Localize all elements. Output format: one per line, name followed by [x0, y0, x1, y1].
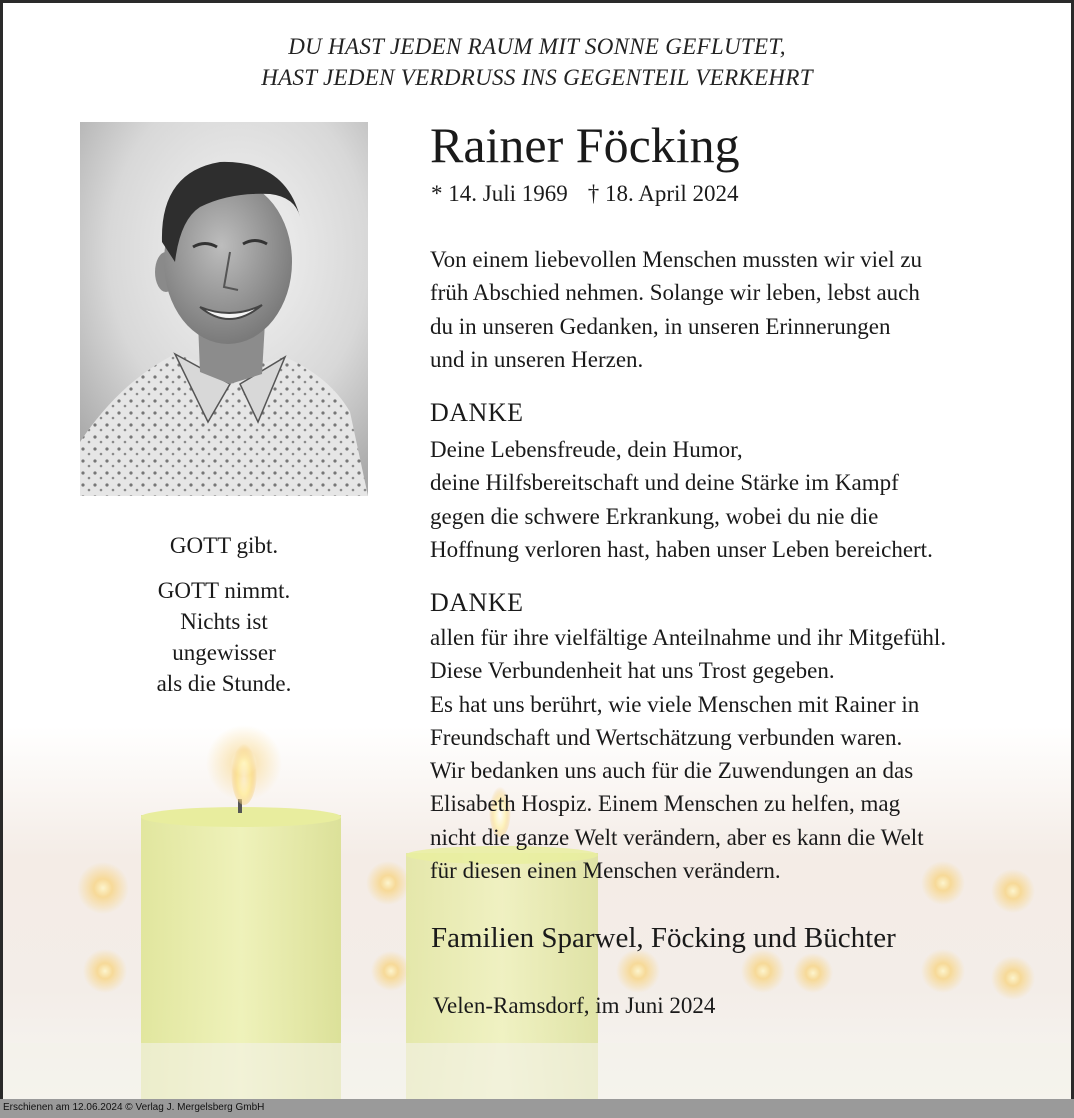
- death-date: † 18. April 2024: [587, 181, 739, 206]
- motto-line-2: HAST JEDEN VERDRUSS INS GEGENTEIL VERKEHRT: [261, 65, 813, 90]
- thanks1-line: gegen die schwere Erkrankung, wobei du nie die: [430, 503, 879, 529]
- thanks2-line: Elisabeth Hospiz. Einem Menschen zu helfen, mag: [430, 791, 901, 817]
- side-verse-line-2: GOTT nimmt.: [157, 578, 291, 603]
- intro-line: Von einem liebevollen Menschen mussten wir viel zu: [430, 247, 923, 272]
- thanks2-line: Wir bedanken uns auch für die Zuwendungen an das: [430, 758, 914, 784]
- thanks-heading-2: DANKE: [430, 588, 524, 617]
- side-verse-line-1: GOTT gibt.: [169, 533, 279, 558]
- thanks-heading-1: DANKE: [430, 398, 524, 427]
- portrait-photo: [80, 122, 368, 496]
- thanks2-line: Diese Verbundenheit hat uns Trost gegeben.: [430, 658, 835, 684]
- publication-footer: [0, 1099, 1074, 1118]
- family-signature: Familien Sparwel, Föcking und Büchter: [431, 922, 896, 954]
- thanks2-line: für diesen einen Menschen verändern.: [430, 858, 781, 884]
- thanks-paragraph-2: [430, 621, 946, 887]
- thanks1-line: Hoffnung verloren hast, haben unser Leben bereichert.: [430, 536, 933, 562]
- side-verse-block: [80, 575, 368, 699]
- thanks2-line: Es hat uns berührt, wie viele Menschen mit Rainer in: [430, 691, 920, 717]
- thanks-paragraph-1: [430, 433, 933, 566]
- side-verse-line-3: Nichts ist: [180, 609, 268, 634]
- thanks1-line: Deine Lebensfreude, dein Humor,: [430, 437, 743, 462]
- place-and-date: Velen-Ramsdorf, im Juni 2024: [433, 993, 716, 1018]
- thanks2-line: Freundschaft und Wertschätzung verbunden waren.: [430, 724, 903, 750]
- side-verse-line-5: als die Stunde.: [156, 671, 292, 696]
- intro-line: und in unseren Herzen.: [430, 346, 644, 372]
- side-verse-line-4: ungewisser: [172, 640, 276, 665]
- thanks2-line: nicht die ganze Welt verändern, aber es kann die Welt: [430, 824, 924, 850]
- motto: [3, 31, 1071, 93]
- deceased-name: Rainer Föcking: [430, 117, 740, 173]
- publication-note: Erschienen am 12.06.2024 © Verlag J. Mergelsberg GmbH: [3, 1102, 265, 1113]
- intro-line: früh Abschied nehmen. Solange wir leben, lebst auch: [430, 280, 920, 306]
- life-dates: [431, 179, 739, 209]
- thanks1-line: deine Hilfsbereitschaft und deine Stärke im Kampf: [430, 470, 899, 496]
- intro-paragraph: [430, 243, 922, 376]
- motto-line-1: DU HAST JEDEN RAUM MIT SONNE GEFLUTET,: [288, 34, 786, 59]
- intro-line: du in unseren Gedanken, in unseren Erinnerungen: [430, 313, 891, 339]
- birth-date: * 14. Juli 1969: [431, 181, 568, 206]
- thanks2-line: allen für ihre vielfältige Anteilnahme und ihr Mitgefühl.: [430, 625, 947, 650]
